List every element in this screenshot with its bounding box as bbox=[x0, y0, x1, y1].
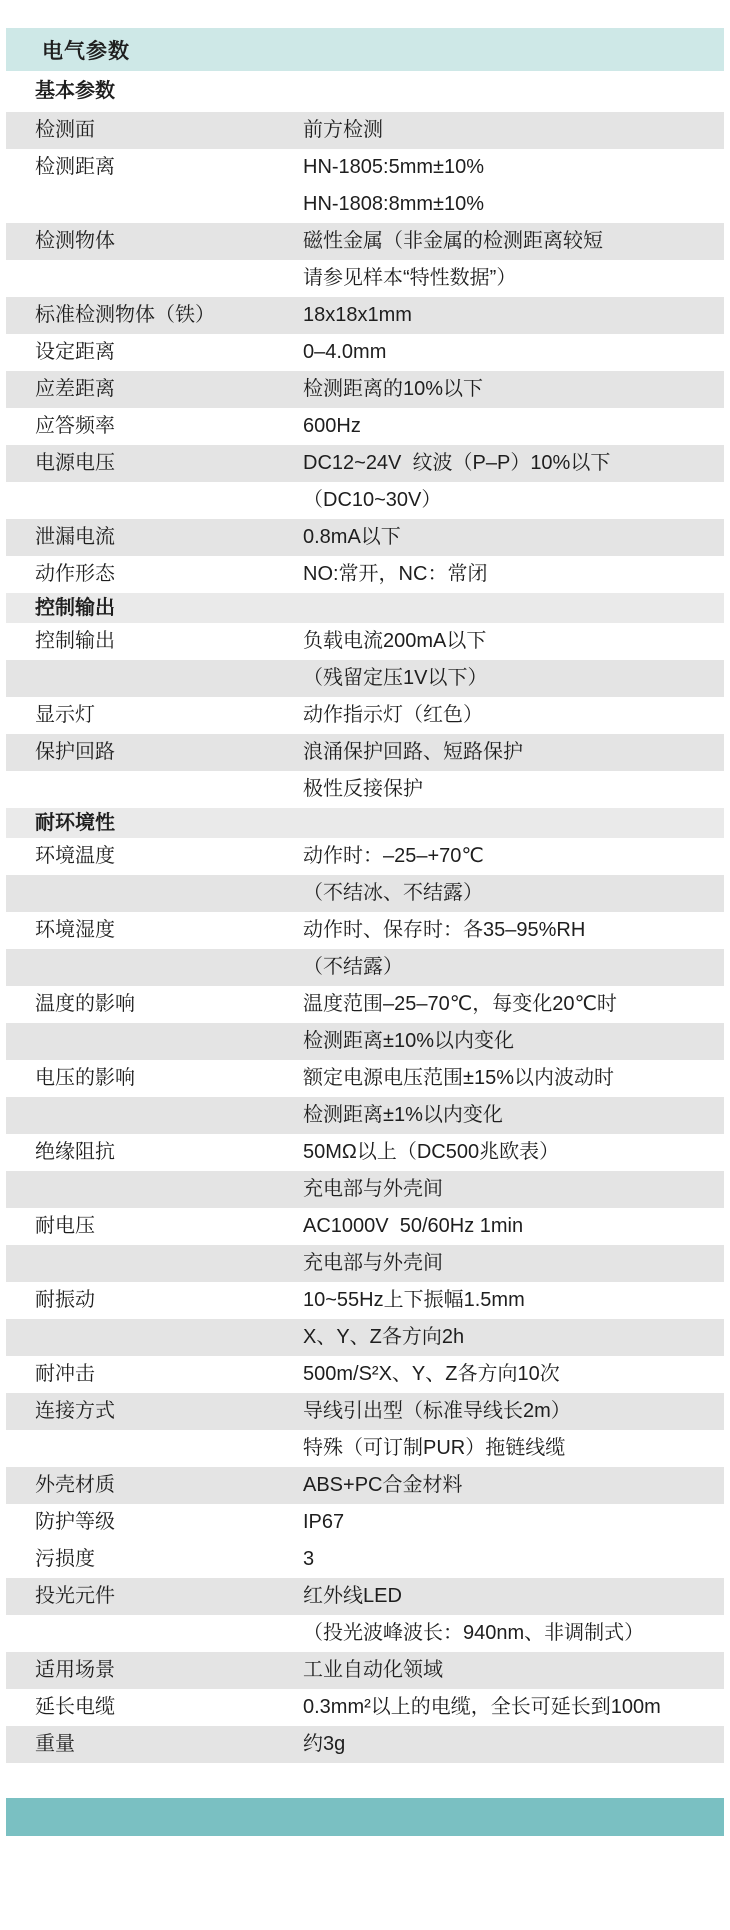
spec-value: 温度范围–25–70℃，每变化20℃时 bbox=[303, 993, 617, 1015]
spec-row bbox=[6, 1430, 724, 1467]
spec-row bbox=[6, 556, 724, 593]
spec-row bbox=[6, 1319, 724, 1356]
spec-row bbox=[6, 223, 724, 260]
spec-table bbox=[6, 71, 724, 1763]
spec-row bbox=[6, 1726, 724, 1763]
spec-row bbox=[6, 260, 724, 297]
spec-value: 500m/S²X、Y、Z各方向10次 bbox=[303, 1363, 560, 1385]
spec-label: 电压的影响 bbox=[35, 1067, 135, 1089]
spec-value: 浪涌保护回路、短路保护 bbox=[303, 741, 523, 763]
spec-row bbox=[6, 519, 724, 556]
spec-row bbox=[6, 1393, 724, 1430]
spec-value: （不结露） bbox=[303, 956, 403, 978]
spec-label: 泄漏电流 bbox=[35, 526, 115, 548]
spec-value: 极性反接保护 bbox=[303, 778, 423, 800]
page-title-bar bbox=[6, 28, 724, 71]
spec-value: ABS+PC合金材料 bbox=[303, 1474, 463, 1496]
spec-row bbox=[6, 1689, 724, 1726]
spec-label: 检测距离 bbox=[35, 156, 115, 178]
spec-label: 绝缘阻抗 bbox=[35, 1141, 115, 1163]
spec-value: 0.3mm²以上的电缆，全长可延长到100m bbox=[303, 1696, 661, 1718]
spec-label: 保护回路 bbox=[35, 741, 115, 763]
spec-row bbox=[6, 1504, 724, 1541]
spec-label: 耐冲击 bbox=[35, 1363, 95, 1385]
spec-value: 50MΩ以上（DC500兆欧表） bbox=[303, 1141, 560, 1163]
spec-value: （不结冰、不结露） bbox=[303, 882, 483, 904]
spec-value: 充电部与外壳间 bbox=[303, 1252, 443, 1274]
spec-row bbox=[6, 1356, 724, 1393]
spec-label: 耐电压 bbox=[35, 1215, 95, 1237]
spec-row bbox=[6, 623, 724, 660]
spec-row bbox=[6, 1652, 724, 1689]
spec-value: 磁性金属（非金属的检测距离较短 bbox=[303, 230, 603, 252]
spec-row bbox=[6, 1171, 724, 1208]
spec-label: 检测物体 bbox=[35, 230, 115, 252]
spec-row bbox=[6, 660, 724, 697]
spec-row bbox=[6, 734, 724, 771]
spec-value: 负载电流200mA以下 bbox=[303, 630, 487, 652]
spec-label: 防护等级 bbox=[35, 1511, 115, 1533]
spec-row bbox=[6, 297, 724, 334]
spec-value: 导线引出型（标准导线长2m） bbox=[303, 1400, 571, 1422]
spec-label: 环境温度 bbox=[35, 845, 115, 867]
spec-value: 18x18x1mm bbox=[303, 304, 412, 326]
spec-label: 设定距离 bbox=[35, 341, 115, 363]
page-title: 电气参数 bbox=[42, 39, 130, 63]
spec-value: 工业自动化领域 bbox=[303, 1659, 443, 1681]
spec-value: 特殊（可订制PUR）拖链线缆 bbox=[303, 1437, 566, 1459]
section-title: 耐环境性 bbox=[35, 811, 115, 834]
spec-label: 电源电压 bbox=[35, 452, 115, 474]
spec-label: 检测面 bbox=[35, 119, 95, 141]
spec-row bbox=[6, 697, 724, 734]
spec-value: 0.8mA以下 bbox=[303, 526, 401, 548]
spec-value: 动作时：–25–+70℃ bbox=[303, 845, 484, 867]
spec-label: 重量 bbox=[35, 1733, 75, 1755]
spec-label: 连接方式 bbox=[35, 1400, 115, 1422]
spec-value: （残留定压1V以下） bbox=[303, 667, 488, 689]
spec-value: DC12~24V 纹波（P–P）10%以下 bbox=[303, 452, 611, 474]
spec-row bbox=[6, 1615, 724, 1652]
spec-row bbox=[6, 149, 724, 186]
spec-row bbox=[6, 771, 724, 808]
spec-row bbox=[6, 371, 724, 408]
spec-row bbox=[6, 1282, 724, 1319]
section-header-row bbox=[6, 593, 724, 623]
spec-value: 动作指示灯（红色） bbox=[303, 704, 483, 726]
spec-value: 600Hz bbox=[303, 415, 361, 437]
spec-value: X、Y、Z各方向2h bbox=[303, 1326, 465, 1348]
spec-row bbox=[6, 112, 724, 149]
spec-row bbox=[6, 1097, 724, 1134]
spec-label: 延长电缆 bbox=[35, 1696, 115, 1718]
spec-value: 红外线LED bbox=[303, 1585, 402, 1607]
spec-value: 前方检测 bbox=[303, 119, 383, 141]
spec-value: 充电部与外壳间 bbox=[303, 1178, 443, 1200]
spec-row bbox=[6, 334, 724, 371]
spec-value: 约3g bbox=[303, 1733, 346, 1755]
section-header-row bbox=[6, 71, 724, 112]
spec-value: AC1000V 50/60Hz 1min bbox=[303, 1215, 524, 1237]
spec-value: 检测距离±1%以内变化 bbox=[303, 1104, 503, 1126]
spec-sheet bbox=[6, 28, 724, 1763]
spec-value: NO:常开，NC：常闭 bbox=[303, 563, 488, 585]
section-title: 控制输出 bbox=[35, 596, 115, 619]
spec-row bbox=[6, 912, 724, 949]
spec-row bbox=[6, 1541, 724, 1578]
section-title: 基本参数 bbox=[35, 80, 115, 102]
spec-value: 检测距离的10%以下 bbox=[303, 378, 484, 400]
spec-label: 应差距离 bbox=[35, 378, 115, 400]
spec-value: IP67 bbox=[303, 1511, 345, 1533]
spec-label: 控制输出 bbox=[35, 630, 115, 652]
spec-row bbox=[6, 1245, 724, 1282]
bottom-gap bbox=[0, 1763, 730, 1798]
spec-label: 适用场景 bbox=[35, 1659, 115, 1681]
spec-label: 动作形态 bbox=[35, 563, 115, 585]
bottom-accent-bar bbox=[6, 1798, 724, 1836]
spec-label: 投光元件 bbox=[35, 1585, 115, 1607]
spec-value: 请参见样本“特性数据”） bbox=[303, 267, 517, 289]
spec-row bbox=[6, 482, 724, 519]
spec-row bbox=[6, 186, 724, 223]
spec-label: 污损度 bbox=[35, 1548, 95, 1570]
spec-row bbox=[6, 838, 724, 875]
spec-row bbox=[6, 1578, 724, 1615]
spec-label: 标准检测物体（铁） bbox=[35, 304, 215, 326]
spec-row bbox=[6, 408, 724, 445]
spec-label: 外壳材质 bbox=[35, 1474, 115, 1496]
spec-label: 显示灯 bbox=[35, 704, 95, 726]
spec-value: 0–4.0mm bbox=[303, 341, 387, 363]
spec-value: HN-1805:5mm±10% bbox=[303, 156, 485, 178]
spec-label: 耐振动 bbox=[35, 1289, 95, 1311]
spec-value: 额定电源电压范围±15%以内波动时 bbox=[303, 1067, 615, 1089]
spec-row bbox=[6, 986, 724, 1023]
spec-row bbox=[6, 1023, 724, 1060]
spec-value: 动作时、保存时：各35–95%RH bbox=[303, 919, 586, 941]
spec-row bbox=[6, 445, 724, 482]
spec-value: 检测距离±10%以内变化 bbox=[303, 1030, 515, 1052]
spec-value: （投光波峰波长：940nm、非调制式） bbox=[303, 1622, 645, 1644]
spec-row bbox=[6, 1134, 724, 1171]
spec-label: 环境湿度 bbox=[35, 919, 115, 941]
spec-value: 3 bbox=[303, 1548, 315, 1570]
spec-label: 应答频率 bbox=[35, 415, 115, 437]
spec-value: HN-1808:8mm±10% bbox=[303, 193, 485, 215]
spec-row bbox=[6, 1208, 724, 1245]
spec-row bbox=[6, 875, 724, 912]
spec-row bbox=[6, 1060, 724, 1097]
spec-label: 温度的影响 bbox=[35, 993, 135, 1015]
spec-value: （DC10~30V） bbox=[303, 489, 442, 511]
section-header-row bbox=[6, 808, 724, 838]
spec-row bbox=[6, 949, 724, 986]
spec-value: 10~55Hz上下振幅1.5mm bbox=[303, 1289, 525, 1311]
spec-row bbox=[6, 1467, 724, 1504]
